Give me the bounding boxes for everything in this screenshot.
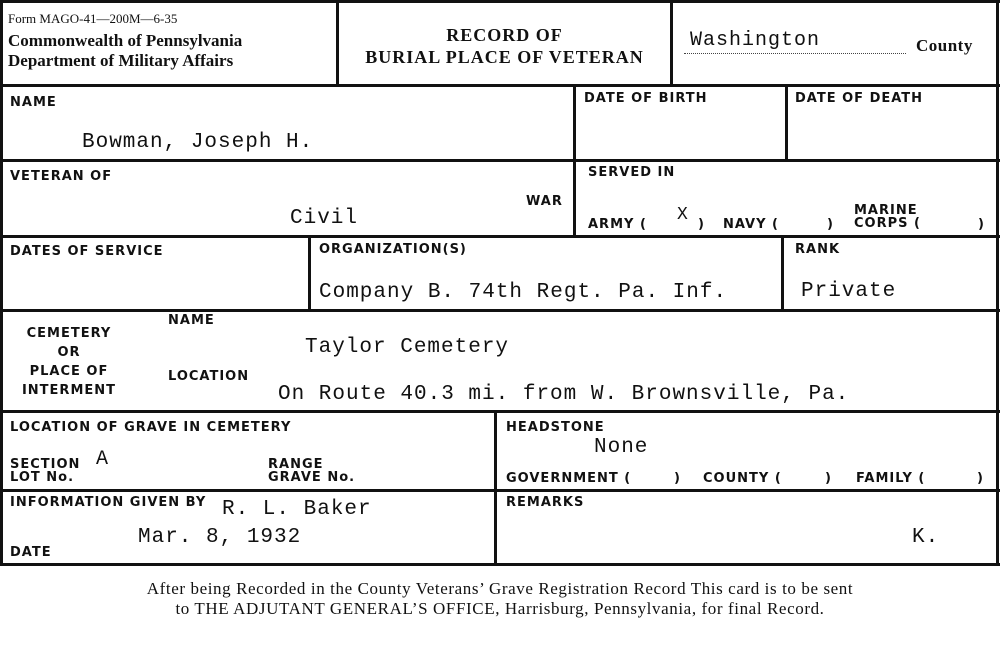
rule-header-bottom (0, 84, 1000, 87)
location-value: On Route 40.3 mi. from W. Brownsville, Pa. (278, 383, 850, 406)
organization-value: Company B. 74th Regt. Pa. Inf. (319, 281, 728, 304)
army-mark: X (677, 205, 689, 225)
rank-label: RANK (795, 242, 841, 257)
rule-top (0, 0, 1000, 3)
rule-service-div1 (308, 235, 311, 311)
corps-close: ) (978, 217, 985, 232)
rule-name-row-bottom (0, 159, 1000, 162)
veteran-of-label: VETERAN OF (10, 169, 113, 184)
war-value: Civil (290, 207, 359, 230)
government-label: GOVERNMENT ( (506, 471, 632, 486)
rule-name-div1 (573, 84, 576, 237)
army-label: ARMY ( (588, 217, 647, 232)
section-value: A (96, 448, 110, 471)
rule-veteran-row-bottom (0, 235, 1000, 238)
lot-no-label: LOT No. (10, 470, 75, 485)
rule-grave-div (494, 410, 497, 565)
marine-label: MARINE (854, 203, 918, 218)
information-given-by-label: INFORMATION GIVEN BY (10, 495, 207, 510)
footer-instruction-line2: to THE ADJUTANT GENERAL’S OFFICE, Harrisburg, Pennsylvania, for final Record. (175, 599, 825, 618)
served-in-label: SERVED IN (588, 165, 676, 180)
army-close: ) (698, 217, 705, 232)
government-close: ) (674, 471, 681, 486)
grave-location-label: LOCATION OF GRAVE IN CEMETERY (10, 420, 292, 435)
county-underline (684, 53, 906, 54)
cemetery-name-value: Taylor Cemetery (305, 336, 510, 359)
family-close: ) (977, 471, 984, 486)
rule-service-row-bottom (0, 309, 1000, 312)
corps-label: CORPS ( (854, 216, 921, 231)
navy-close: ) (827, 217, 834, 232)
rule-left (0, 0, 3, 566)
county-label: County (916, 36, 973, 55)
organization-line1: Commonwealth of Pennsylvania (8, 31, 243, 50)
form-title-line1: RECORD OF (446, 25, 563, 45)
remarks-label: REMARKS (506, 495, 585, 510)
county-value: Washington (690, 29, 821, 52)
rule-service-div2 (781, 235, 784, 311)
cemetery-label-line3: PLACE OF (29, 364, 109, 379)
family-label: FAMILY ( (856, 471, 926, 486)
footer-instruction-line1: After being Recorded in the County Veterans’ Grave Registration Record This card is to be sent (146, 579, 854, 598)
location-label: LOCATION (168, 369, 250, 384)
date-value: Mar. 8, 1932 (138, 526, 302, 549)
veteran-name: Bowman, Joseph H. (82, 131, 314, 154)
organizations-label: ORGANIZATION(S) (319, 242, 467, 257)
date-label: DATE (10, 545, 52, 560)
date-of-death-label: DATE OF DEATH (795, 91, 924, 106)
cemetery-label-line2: OR (57, 345, 81, 360)
form-number: Form MAGO-41—200M—6-35 (8, 11, 178, 26)
cemetery-label-line4: INTERMENT (21, 383, 117, 398)
rule-header-div2 (670, 0, 673, 86)
navy-label: NAVY ( (723, 217, 780, 232)
rule-right (996, 0, 999, 566)
rule-info-row-bottom (0, 563, 1000, 566)
informant-value: R. L. Baker (222, 498, 372, 521)
dates-of-service-label: DATES OF SERVICE (10, 244, 164, 259)
section-label: SECTION (10, 457, 81, 472)
rank-value: Private (801, 280, 897, 303)
date-of-birth-label: DATE OF BIRTH (584, 91, 708, 106)
rule-cemetery-row-bottom (0, 410, 1000, 413)
war-label: WAR (526, 194, 563, 209)
form-title-line2: BURIAL PLACE OF VETERAN (365, 47, 644, 67)
organization-line2: Department of Military Affairs (8, 51, 234, 70)
headstone-label: HEADSTONE (506, 420, 605, 435)
grave-no-label: GRAVE No. (268, 470, 356, 485)
cemetery-label-line1: CEMETERY (26, 326, 112, 341)
county-check-close: ) (825, 471, 832, 486)
range-label: RANGE (268, 457, 324, 472)
cemetery-name-label: NAME (168, 313, 215, 328)
county-check-label: COUNTY ( (703, 471, 782, 486)
headstone-value: None (594, 436, 649, 459)
rule-grave-row-bottom (0, 489, 1000, 492)
remarks-value: K. (912, 526, 940, 549)
name-label: NAME (10, 95, 57, 110)
rule-name-div2 (785, 84, 788, 161)
